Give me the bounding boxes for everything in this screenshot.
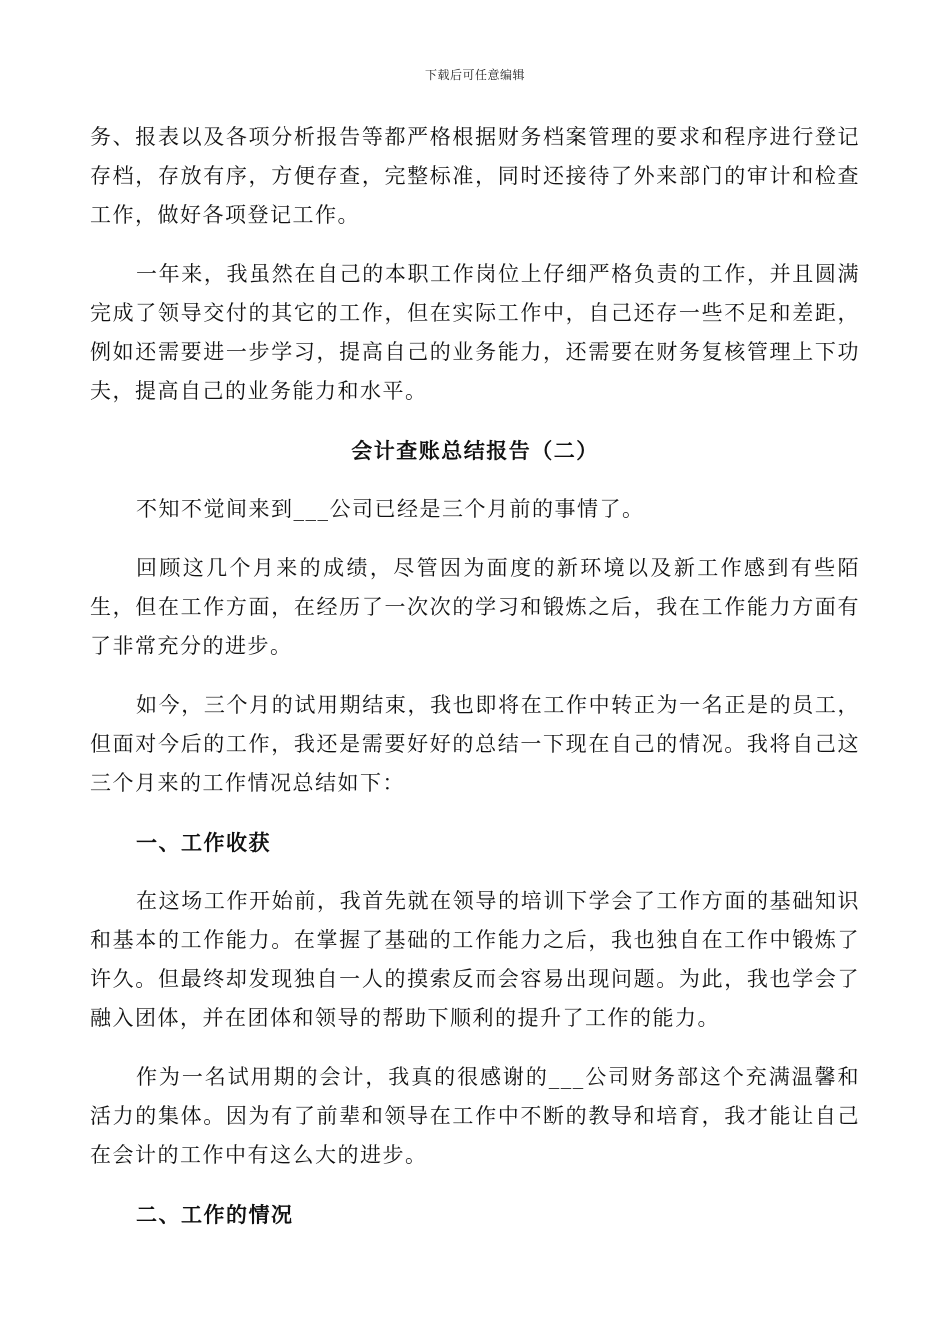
paragraph: 作为一名试用期的会计，我真的很感谢的___公司财务部这个充满温馨和活力的集体。因为有了前辈和领导在工作中不断的教导和培育，我才能让自己在会计的工作中有这么大的进步。 (90, 1065, 860, 1167)
document-body (90, 118, 860, 1234)
paragraph: 务、报表以及各项分析报告等都严格根据财务档案管理的要求和程序进行登记存档，存放有序，方便存查，完整标准，同时还接待了外来部门的审计和检查工作，做好各项登记工作。 (90, 125, 860, 227)
paragraph: 不知不觉间来到___公司已经是三个月前的事情了。 (136, 497, 645, 521)
section-heading: 二、工作的情况 (136, 1202, 294, 1227)
paragraph: 回顾这几个月来的成绩，尽管因为面度的新环境以及新工作感到有些陌生，但在工作方面，在经历了一次次的学习和锻炼之后，我在工作能力方面有了非常充分的进步。 (90, 556, 860, 658)
section-heading: 一、工作收获 (136, 830, 271, 855)
paragraph: 在这场工作开始前，我首先就在领导的培训下学会了工作方面的基础知识和基本的工作能力。在掌握了基础的工作能力之后，我也独自在工作中锻炼了许久。但最终却发现独自一人的摸索反而会容易出现问题。为此，我也学会了融入团体，并在团体和领导的帮助下顺利的提升了工作的能力。 (90, 889, 860, 1030)
header-note: 下载后可任意编辑 (424, 68, 525, 82)
paragraph: 如今，三个月的试用期结束，我也即将在工作中转正为一名正是的员工，但面对今后的工作，我还是需要好好的总结一下现在自己的情况。我将自己这三个月来的工作情况总结如下： (90, 693, 860, 795)
paragraph: 一年来，我虽然在自己的本职工作岗位上仔细严格负责的工作，并且圆满完成了领导交付的其它的工作，但在实际工作中，自己还存一些不足和差距，例如还需要进一步学习，提高自己的业务能力，还需要在财务复核管理上下功夫，提高自己的业务能力和水平。 (90, 262, 860, 403)
section-title: 会计查账总结报告（二） (351, 438, 599, 463)
